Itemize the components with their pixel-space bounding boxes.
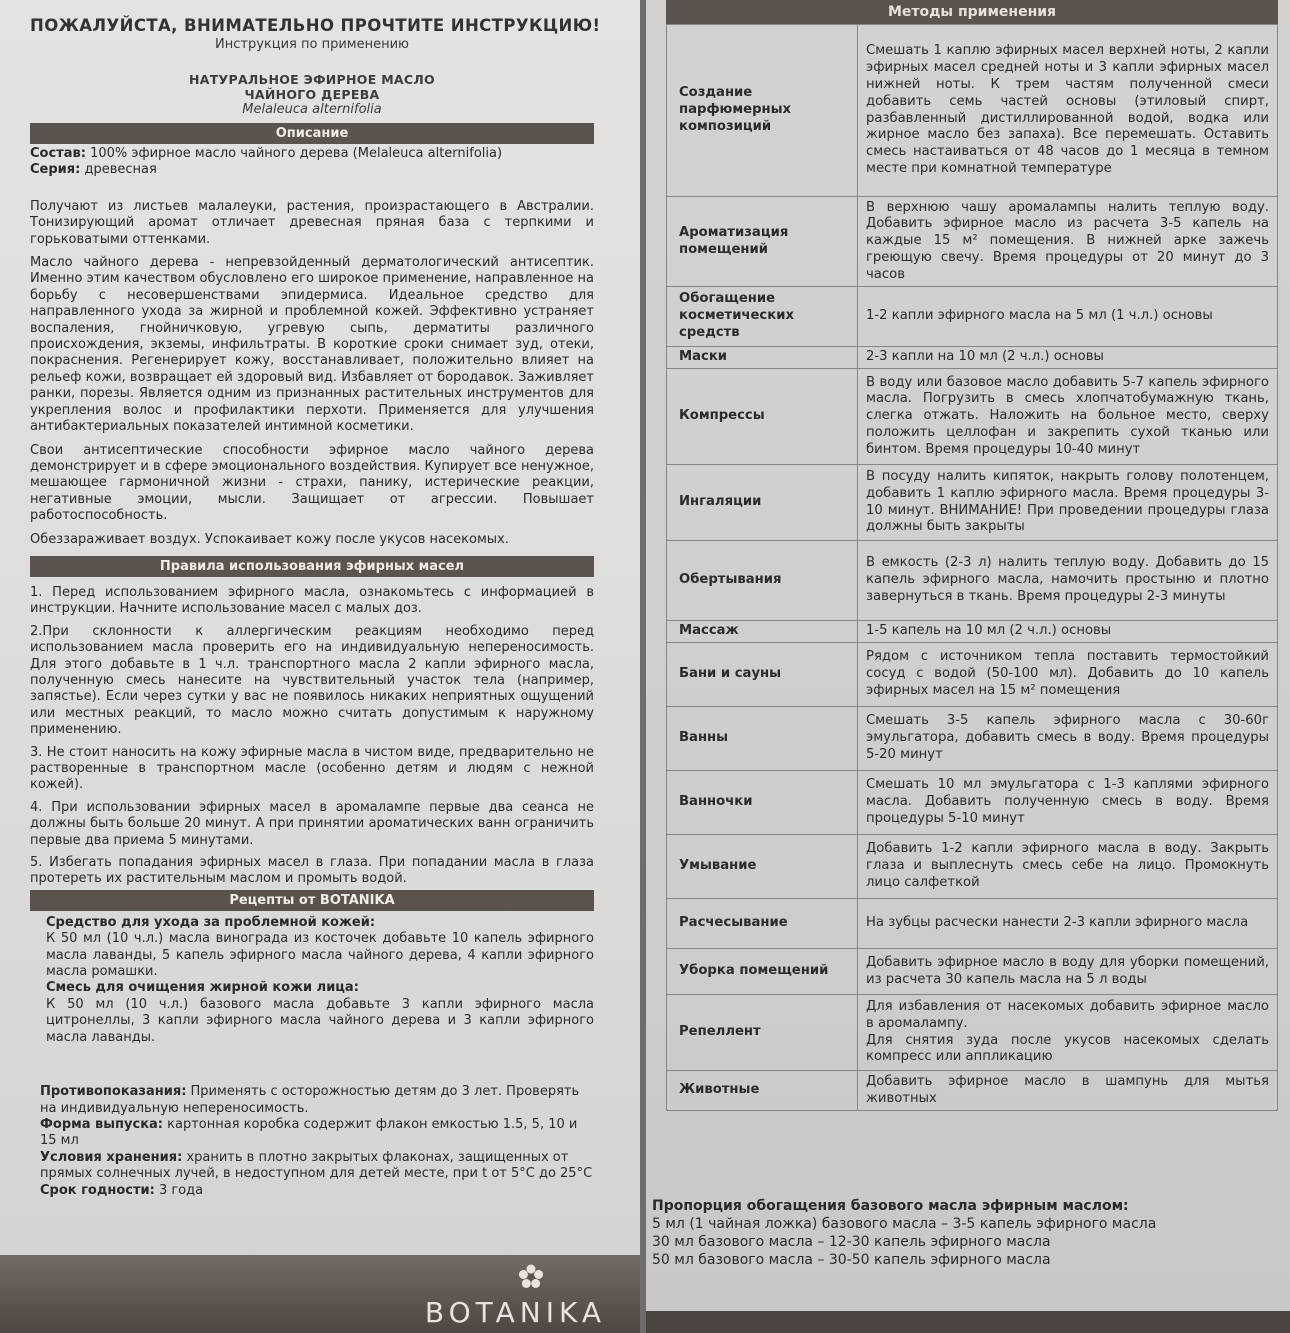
method-row [667, 707, 1278, 771]
contraindications-value: Применять с осторожностью детям до 3 лет. Проверять на индивидуальную непереносимость. [40, 1084, 580, 1116]
method-name: Обогащение косметических средств [667, 287, 858, 347]
method-description: 1-2 капли эфирного масла на 5 мл (1 ч.л.) основы [858, 287, 1278, 347]
recipes-header: Рецепты от BOTANIKA [30, 890, 594, 911]
method-description: Смешать 3-5 капель эфирного масла с 30-60г эмульгатора, добавить смесь в воду. Время процедуры 5-20 минут [858, 707, 1278, 771]
description-paragraph-3: Свои антисептические способности эфирное масло чайного дерева демонстрирует и в сфере эмоционального воздействия. Купирует все ненужное, мешающее гармоничной жизни - страхи, панику, истерические реакции, негативные эмоции, мысли. Защищает от агрессии. Повышает работоспособность. [30, 442, 594, 524]
description-paragraph-1: Получают из листьев малалеуки, растения, произрастающего в Австралии. Тонизирующий аромат отличает древесная пряная база с терпкими и горьковатыми оттенками. [30, 198, 594, 247]
recipe-2-title: Смесь для очищения жирной кожи лица: [46, 980, 359, 996]
right-footer-band [646, 1311, 1290, 1333]
method-description: В емкость (2-3 л) налить теплую воду. Добавить до 15 капель эфирного масла, намочить простыню и плотно завернуться в ткань. Время процедуры 2-3 минуты [858, 541, 1278, 621]
shelf-life-value: 3 года [158, 1182, 204, 1198]
method-name: Компрессы [667, 369, 858, 465]
storage-label: Условия хранения: [40, 1149, 183, 1165]
recipe-1-title: Средство для ухода за проблемной кожей: [46, 914, 376, 930]
method-name: Расчесывание [667, 899, 858, 949]
method-description: В верхнюю чашу аромалампы налить теплую воду. Добавить эфирное масло из расчета 3-5 капель на каждые 15 м² помещения. В нижней арке зажечь греющую свечу. Время процедуры от 20 минут до 3 часов [858, 197, 1278, 287]
rules-header: Правила использования эфирных масел [30, 556, 594, 577]
method-row [667, 541, 1278, 621]
methods-table [666, 24, 1278, 1111]
contraindications [40, 1084, 594, 1117]
method-description: Смешать 10 мл эмульгатора с 1-3 каплями эфирного масла. Добавить полученную смесь в воду. Время процедуры 5-10 минут [858, 771, 1278, 835]
rule-2: 2.При склонности к аллергическим реакциям необходимо перед использованием масла проверить его на индивидуальную непереносимость. Для этого добавьте в 1 ч.л. транспортного масла 2 капли эфирного масла, полученную смесь нанесите на чувствительный участок тела (например, запястье). Если через сутки у вас не появилось никаких неприятных ощущений или местных реакций, то масло можно считать допустимым к наружному применению. [30, 623, 594, 738]
method-row [667, 995, 1278, 1071]
instruction-right-page [646, 0, 1290, 1333]
method-row [667, 25, 1278, 197]
method-name: Ингаляции [667, 465, 858, 541]
instruction-left-page [0, 0, 640, 1333]
method-row [667, 369, 1278, 465]
method-name: Бани и сауны [667, 643, 858, 707]
contraindications-label: Противопоказания: [40, 1084, 187, 1100]
description-paragraph-2: Масло чайного дерева - непревзойденный дерматологический антисептик. Именно этим качеством обусловлено его широкое применение, направленное на борьбу с несовершенствами эпидермиса. Идеальное средство для направленного ухода за жирной и проблемной кожей. Эффективно устраняет воспаления, гнойничковую, угревую сыпь, дерматиты различного происхождения, экземы, инфильтраты. В короткие сроки снимает зуд, отеки, покраснения. Регенерирует кожу, восстанавливает, положительно влияет на рельеф кожи, возвращает ей здоровый вид. Избавляет от бородавок. Заживляет ранки, порезы. Является одним из признанных растительных инструментов для укрепления волос и профилактики перхоти. Применяется для улучшения антибактериальных показателей интимной косметики. [30, 255, 594, 435]
method-row [667, 287, 1278, 347]
method-row [667, 347, 1278, 369]
series-line [30, 162, 594, 178]
method-row [667, 621, 1278, 643]
method-row [667, 835, 1278, 899]
series-value: древесная [84, 162, 157, 178]
storage-conditions [40, 1150, 594, 1183]
product-title-line1: НАТУРАЛЬНОЕ ЭФИРНОЕ МАСЛО [189, 72, 435, 87]
method-name: Ароматизация помещений [667, 197, 858, 287]
instruction-subtitle: Инструкция по применению [215, 37, 409, 52]
method-description: На зубцы расчески нанести 2-3 капли эфирного масла [858, 899, 1278, 949]
method-description: 2-3 капли на 10 мл (2 ч.л.) основы [858, 347, 1278, 369]
release-form [40, 1117, 594, 1150]
method-name: Уборка помещений [667, 949, 858, 995]
method-name: Репеллент [667, 995, 858, 1071]
method-name: Массаж [667, 621, 858, 643]
method-row [667, 1071, 1278, 1111]
methods-header: Методы применения [666, 0, 1278, 24]
latin-name: Melaleuca alternifolia [242, 102, 382, 117]
recipe-1-text: К 50 мл (10 ч.л.) масла винограда из косточек добавьте 10 капель эфирного масла лаванды, 5 капель эфирного масла чайного дерева, 4 капли эфирного масла ромашки. [46, 931, 594, 980]
release-form-value: картонная коробка содержит флакон емкостью 1.5, 5, 10 и 15 мл [40, 1116, 578, 1149]
proportion-line-2: 30 мл базового масла – 12-30 капель эфирного масла [652, 1234, 1051, 1250]
method-description: В посуду налить кипяток, накрыть голову полотенцем, добавить 1 каплю эфирного масла. Время процедуры 3-10 минут. ВНИМАНИЕ! При проведении процедуры глаза должны быть закрыты [858, 465, 1278, 541]
method-name: Маски [667, 347, 858, 369]
description-paragraph-4: Обеззараживает воздух. Успокаивает кожу после укусов насекомых. [30, 531, 509, 547]
release-form-label: Форма выпуска: [40, 1116, 163, 1132]
brand-logo-text: BOTANIKA [424, 1296, 606, 1329]
rule-5: 5. Избегать попадания эфирных масел в глаза. При попадании масла в глаза протереть их растительным маслом и промыть водой. [30, 855, 594, 887]
method-description: 1-5 капель на 10 мл (2 ч.л.) основы [858, 621, 1278, 643]
composition-line [30, 146, 594, 162]
method-row [667, 771, 1278, 835]
storage-value: хранить в плотно закрытых флаконах, защищенных от прямых солнечных лучей, в недоступном для детей месте, при t от 5°C до 25°C [40, 1149, 593, 1182]
method-description: Добавить эфирное масло в воду для уборки помещений, из расчета 30 капель масла на 5 л воды [858, 949, 1278, 995]
shelf-life-label: Срок годности: [40, 1182, 155, 1198]
method-name: Животные [667, 1071, 858, 1111]
method-name: Ванны [667, 707, 858, 771]
method-row [667, 949, 1278, 995]
brand-footer [0, 1255, 640, 1333]
method-name: Создание парфюмерных композиций [667, 25, 858, 197]
method-name: Умывание [667, 835, 858, 899]
method-row [667, 465, 1278, 541]
flower-logo-icon [517, 1263, 545, 1291]
method-row [667, 197, 1278, 287]
rule-4: 4. При использовании эфирных масел в аромалампе первые два сеанса не должны быть больше 20 минут. А при принятии ароматических ванн ограничить первые два приема 5 минутами. [30, 799, 594, 848]
description-header: Описание [30, 123, 594, 144]
rule-1: 1. Перед использованием эфирного масла, ознакомьтесь с информацией в инструкции. Начните использование масел с малых доз. [30, 584, 594, 617]
proportion-line-3: 50 мл базового масла – 30-50 капель эфирного масла [652, 1252, 1051, 1268]
rule-3: 3. Не стоит наносить на кожу эфирные масла в чистом виде, предварительно не растворенные в транспортном масле (особенно детям и людям с нежной кожей). [30, 744, 594, 793]
recipe-2-text: К 50 мл (10 ч.л.) базового масла добавьте 3 капли эфирного масла цитронеллы, 3 капли эфирного масла чайного дерева и 3 капли эфирного масла лаванды. [46, 996, 594, 1045]
method-row [667, 899, 1278, 949]
proportion-title: Пропорция обогащения базового масла эфирным маслом: [652, 1198, 1129, 1214]
method-description: Рядом с источником тепла поставить термостойкий сосуд с водой (50-100 мл). Добавить до 10 капель эфирных масел на 15 м² помещения [858, 643, 1278, 707]
method-description: Смешать 1 каплю эфирных масел верхней ноты, 2 капли эфирных масел средней ноты и 3 капли эфирных масел нижней ноты. К трем частям полученной смеси добавить семь частей основы (этиловый спирт, разбавленный дистиллированной водой, водка или жирное масло без запаха). Все перемешать. Оставить смесь настаиваться от 48 часов до 1 месяца в темном месте при комнатной температуре [858, 25, 1278, 197]
shelf-life [40, 1183, 594, 1199]
series-label: Серия: [30, 162, 81, 178]
method-description: В воду или базовое масло добавить 5-7 капель эфирного масла. Погрузить в смесь хлопчатобумажную ткань, слегка отжать. Наложить на больное место, сверху положить целлофан и закрепить сухой тканью или бинтом. Время процедуры 10-40 минут [858, 369, 1278, 465]
method-description: Для избавления от насекомых добавить эфирное масло в аромалампу. Для снятия зуда после укусов насекомых сделать компресс или аппликацию [858, 995, 1278, 1071]
warning-heading: ПОЖАЛУЙСТА, ВНИМАТЕЛЬНО ПРОЧТИТЕ ИНСТРУКЦИЮ! [30, 16, 601, 35]
proportion-line-1: 5 мл (1 чайная ложка) базового масла – 3-5 капель эфирного масла [652, 1216, 1157, 1232]
composition-label: Состав: [30, 146, 86, 161]
method-name: Обертывания [667, 541, 858, 621]
method-row [667, 643, 1278, 707]
composition-value: 100% эфирное масло чайного дерева (Melaleuca alternifolia) [90, 146, 503, 161]
method-description: Добавить эфирное масло в шампунь для мытья животных [858, 1071, 1278, 1111]
method-description: Добавить 1-2 капли эфирного масла в воду. Закрыть глаза и выплеснуть смесь себе на лицо. Промокнуть лицо салфеткой [858, 835, 1278, 899]
product-title-line2: ЧАЙНОГО ДЕРЕВА [244, 87, 380, 102]
method-name: Ванночки [667, 771, 858, 835]
proportion-section [652, 1197, 1272, 1269]
